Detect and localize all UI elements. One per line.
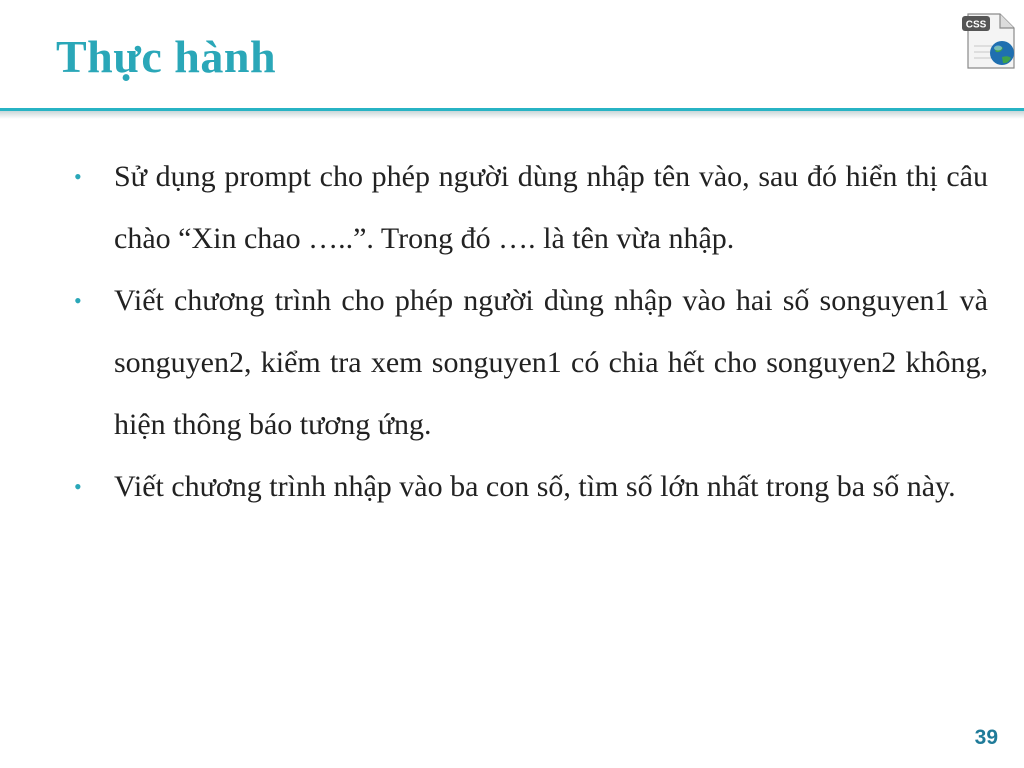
- css-file-icon: [960, 10, 1018, 72]
- bullet-text: Viết chương trình cho phép người dùng nhập vào hai số songuyen1 và songuyen2, kiểm tra xem songuyen1 có chia hết cho songuyen2 không, hiện thông báo tương ứng.: [114, 284, 988, 441]
- bullet-text: Sử dụng prompt cho phép người dùng nhập tên vào, sau đó hiển thị câu chào “Xin chao …..”. Trong đó …. là tên vừa nhập.: [114, 160, 988, 255]
- css-icon-label: CSS: [965, 19, 987, 31]
- bullet-dot-icon: •: [74, 164, 82, 189]
- bullet-list: [74, 146, 988, 518]
- bullet-dot-icon: •: [74, 474, 82, 499]
- page-number: 39: [974, 726, 998, 749]
- bullet-dot-icon: •: [74, 288, 82, 313]
- bullet-item: [74, 456, 988, 518]
- bullet-item: [74, 270, 988, 456]
- title-divider-shadow: [0, 111, 1024, 119]
- bullet-text: Viết chương trình nhập vào ba con số, tìm số lớn nhất trong ba số này.: [114, 470, 956, 503]
- bullet-item: [74, 146, 988, 270]
- slide-title: Thực hành: [56, 31, 277, 82]
